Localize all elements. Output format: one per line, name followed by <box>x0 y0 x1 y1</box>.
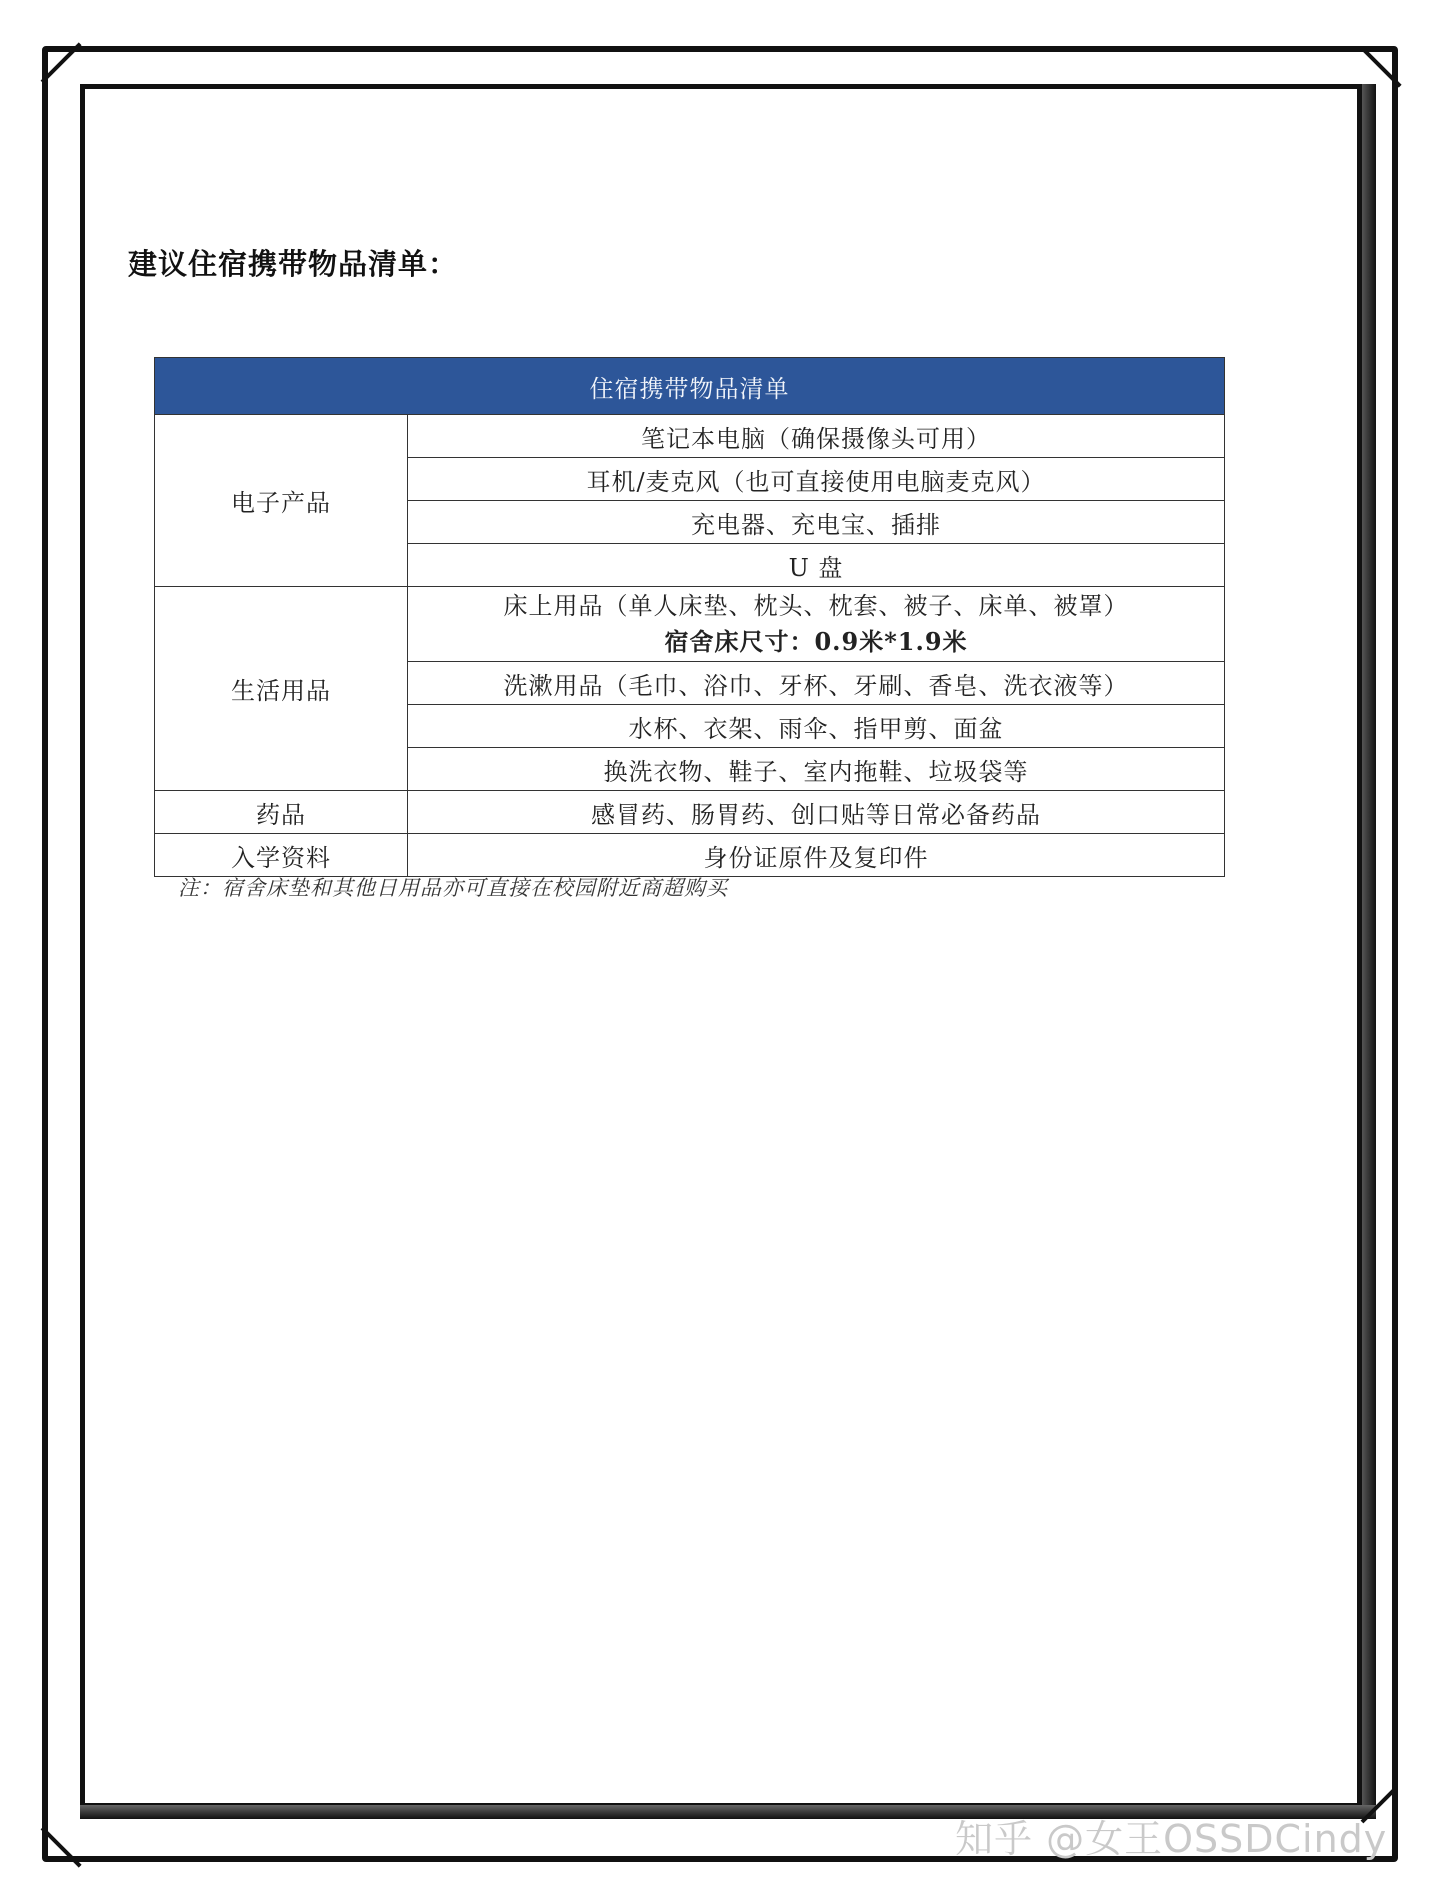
table-row <box>155 587 1225 662</box>
page-heading: 建议住宿携带物品清单： <box>128 247 459 281</box>
bedding-items: 床上用品（单人床垫、枕头、枕套、被子、床单、被罩） <box>503 592 1129 620</box>
list-item: 水杯、衣架、雨伞、指甲剪、面盆 <box>408 705 1225 748</box>
category-electronics: 电子产品 <box>155 415 408 587</box>
footnote: 注：宿舍床垫和其他日用品亦可直接在校园附近商超购买 <box>178 876 728 900</box>
page-frame-shadow-right <box>1362 84 1376 1808</box>
table-row <box>155 834 1225 877</box>
packing-list-table <box>154 357 1225 877</box>
list-item: 洗漱用品（毛巾、浴巾、牙杯、牙刷、香皂、洗衣液等） <box>408 662 1225 705</box>
list-item: 感冒药、肠胃药、创口贴等日常必备药品 <box>408 791 1225 834</box>
table-row <box>155 415 1225 458</box>
list-item: 充电器、充电宝、插排 <box>408 501 1225 544</box>
table-row <box>155 791 1225 834</box>
list-item: U 盘 <box>408 544 1225 587</box>
category-daily-necessities: 生活用品 <box>155 587 408 791</box>
category-enrollment-documents: 入学资料 <box>155 834 408 877</box>
list-item: 换洗衣物、鞋子、室内拖鞋、垃圾袋等 <box>408 748 1225 791</box>
list-item-bedding <box>408 587 1225 662</box>
category-medicine: 药品 <box>155 791 408 834</box>
table-title-row <box>155 358 1225 415</box>
watermark: 知乎 @女王OSSDCindy <box>955 1817 1388 1861</box>
list-item: 笔记本电脑（确保摄像头可用） <box>408 415 1225 458</box>
bed-size-note: 宿舍床尺寸：0.9米*1.9米 <box>664 627 968 656</box>
page-frame-inner <box>80 84 1362 1808</box>
list-item: 身份证原件及复印件 <box>408 834 1225 877</box>
list-item: 耳机/麦克风（也可直接使用电脑麦克风） <box>408 458 1225 501</box>
table-title: 住宿携带物品清单 <box>155 358 1225 415</box>
